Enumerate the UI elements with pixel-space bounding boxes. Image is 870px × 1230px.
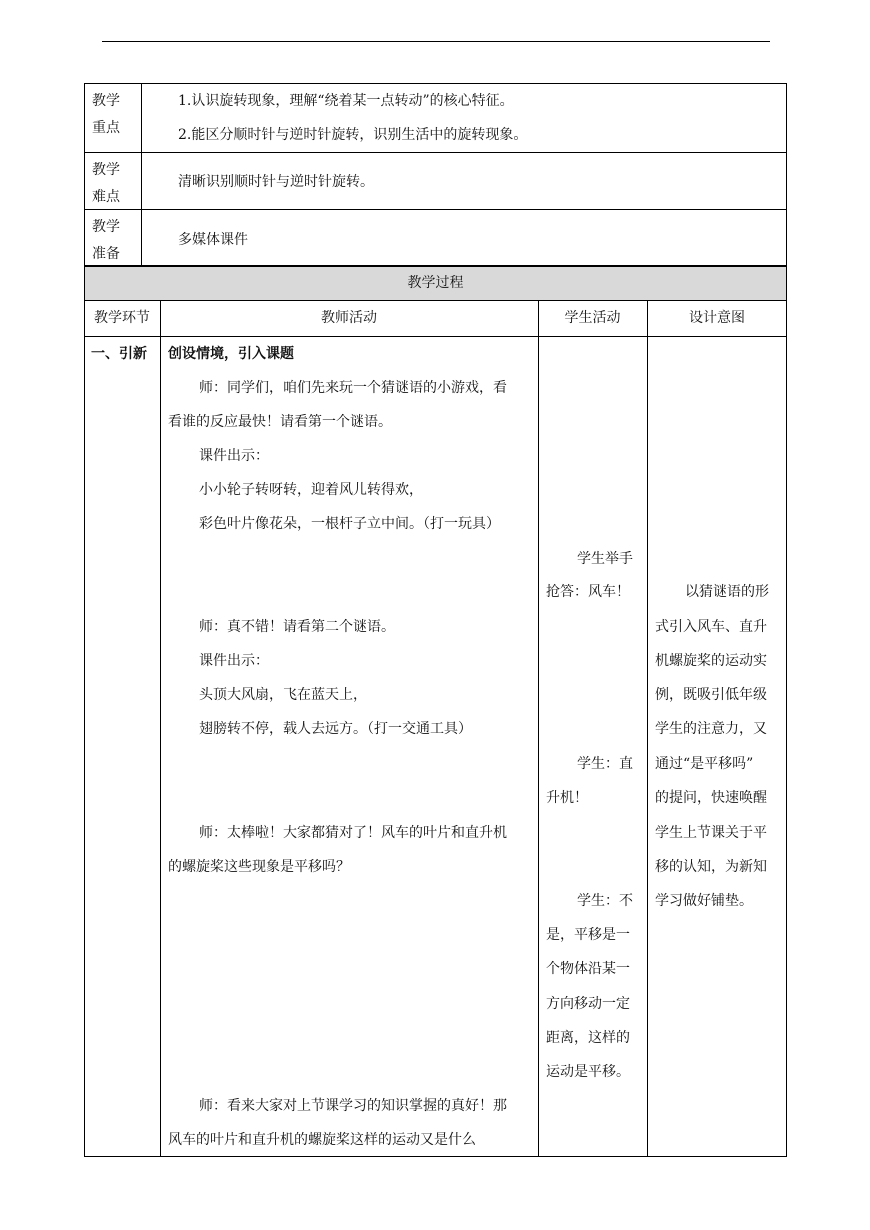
preparation-text: 多媒体课件 — [178, 232, 248, 248]
label-key-points-line1: 教学 — [92, 93, 120, 109]
label-difficulty-line2: 难点 — [92, 189, 120, 205]
teacher-line: 师：真不错！请看第二个谜语。 — [199, 619, 395, 635]
teacher-line: 彩色叶片像花朵，一根杆子立中间。（打一玩具） — [199, 516, 500, 532]
label-preparation-line1: 教学 — [92, 219, 120, 235]
header-teacher: 教师活动 — [321, 310, 377, 326]
student-line: 升机！ — [546, 790, 588, 806]
intent-line: 学习做好铺垫。 — [655, 893, 753, 909]
row-divider — [84, 209, 787, 210]
teacher-line: 头顶大风扇，飞在蓝天上， — [199, 687, 367, 703]
row-divider — [84, 300, 787, 301]
student-line: 学生：不 — [577, 893, 633, 909]
student-line: 抢答：风车！ — [546, 584, 630, 600]
student-line: 方向移动一定 — [546, 996, 630, 1012]
teacher-line: 看谁的反应最快！请看第一个谜语。 — [168, 414, 392, 430]
label-key-points-line2: 重点 — [92, 120, 120, 136]
teacher-line: 的螺旋桨这些现象是平移吗？ — [168, 859, 350, 875]
intent-line: 学生上节课关于平 — [655, 825, 767, 841]
teacher-line: 师：同学们，咱们先来玩一个猜谜语的小游戏，看 — [199, 380, 507, 396]
intent-line: 的提问，快速唤醒 — [655, 790, 767, 806]
row-divider — [84, 152, 787, 153]
student-line: 个物体沿某一 — [546, 961, 630, 977]
stage-label: 一、引新 — [91, 346, 147, 362]
teacher-line: 课件出示： — [199, 448, 269, 464]
student-line: 运动是平移。 — [546, 1064, 630, 1080]
header-student: 学生活动 — [564, 310, 621, 326]
teacher-line: 小小轮子转呀转，迎着风儿转得欢， — [199, 482, 423, 498]
teacher-line: 风车的叶片和直升机的螺旋桨这样的运动又是什么 — [168, 1132, 476, 1148]
teacher-line: 翅膀转不停，载人去远方。（打一交通工具） — [199, 721, 472, 737]
process-table — [84, 266, 787, 1157]
header-stage: 教学环节 — [94, 310, 150, 326]
teacher-heading: 创设情境，引入课题 — [168, 346, 294, 362]
row-divider — [84, 336, 787, 337]
process-title: 教学过程 — [407, 275, 464, 291]
teacher-line: 课件出示： — [199, 653, 269, 669]
label-difficulty-line1: 教学 — [92, 162, 120, 178]
intent-line: 学生的注意力，又 — [655, 721, 767, 737]
intent-line: 机螺旋桨的运动实 — [655, 653, 767, 669]
intent-line: 例，既吸引低年级 — [655, 687, 767, 703]
teacher-line: 师：看来大家对上节课学习的知识掌握的真好！那 — [199, 1098, 507, 1114]
column-divider — [647, 300, 648, 1157]
intent-line: 以猜谜语的形 — [685, 584, 769, 600]
key-point-2: 2.能区分顺时针与逆时针旋转，识别生活中的旋转现象。 — [178, 127, 528, 143]
student-line: 距离，这样的 — [546, 1030, 630, 1046]
intent-line: 移的认知，为新知 — [655, 859, 767, 875]
header-intent: 设计意图 — [689, 310, 745, 326]
header-rule — [102, 41, 770, 42]
difficulty-text: 清晰识别顺时针与逆时针旋转。 — [178, 174, 374, 190]
label-preparation-line2: 准备 — [92, 246, 120, 262]
student-line: 学生：直 — [577, 756, 633, 772]
intent-line: 通过“是平移吗” — [655, 756, 754, 772]
student-line: 是，平移是一 — [546, 927, 630, 943]
column-divider — [538, 300, 539, 1157]
teacher-line: 师：太棒啦！大家都猜对了！风车的叶片和直升机 — [199, 825, 507, 841]
student-line: 学生举手 — [577, 551, 633, 567]
intent-line: 式引入风车、直升 — [655, 619, 767, 635]
column-divider — [160, 300, 161, 1157]
key-point-1: 1.认识旋转现象，理解“绕着某一点转动”的核心特征。 — [178, 93, 514, 109]
objectives-table-divider — [141, 83, 142, 266]
